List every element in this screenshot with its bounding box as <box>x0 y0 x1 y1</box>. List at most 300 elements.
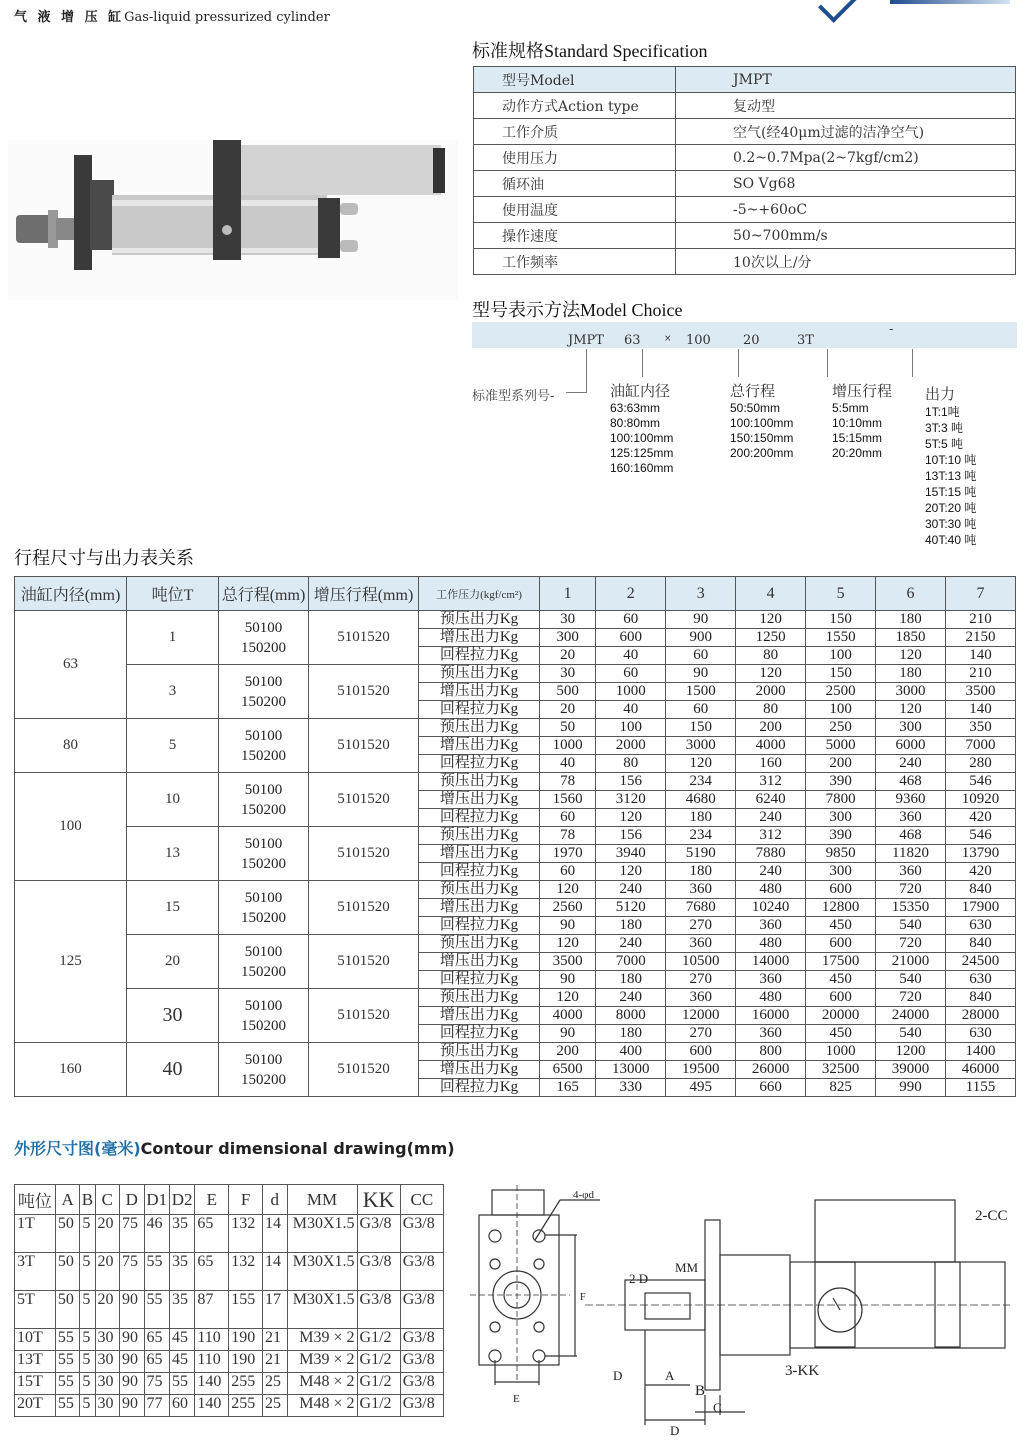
force-value: 20 <box>540 647 596 665</box>
dim-row <box>15 1291 444 1329</box>
boost-column <box>832 380 892 461</box>
force-value: 360 <box>876 863 946 881</box>
force-value: 120 <box>596 809 666 827</box>
force-value: 21000 <box>876 953 946 971</box>
column-header: 增压行程(mm) <box>309 577 419 611</box>
force-value: 720 <box>876 881 946 899</box>
series-label: 标准型系列号- <box>472 389 555 404</box>
table-row <box>15 665 1016 683</box>
force-value: 3500 <box>946 683 1016 701</box>
force-type-label: 预压出力Kg <box>419 1043 540 1061</box>
connector-line <box>642 349 643 377</box>
stroke-cell <box>219 1043 309 1097</box>
connector-line <box>738 349 739 377</box>
label-F: F <box>580 1292 586 1303</box>
dim-cell: G1/2 <box>357 1351 400 1373</box>
dim-header: A <box>55 1185 80 1215</box>
force-option: 3T:3 吨 <box>925 421 964 435</box>
force-value: 150 <box>806 611 876 629</box>
force-value: 6500 <box>540 1061 596 1079</box>
spec-row <box>474 67 1016 93</box>
ton-cell: 1 <box>127 611 219 665</box>
stroke-cell <box>219 827 309 881</box>
force-value: 7000 <box>946 737 1016 755</box>
force-value: 7680 <box>666 899 736 917</box>
force-value: 630 <box>946 1025 1016 1043</box>
force-value: 180 <box>666 809 736 827</box>
dim-row <box>15 1215 444 1253</box>
force-value: 330 <box>596 1079 666 1097</box>
spec-value: 10次以上/分 <box>676 249 1016 275</box>
force-option: 1T:1吨 <box>925 405 960 419</box>
table-row <box>15 827 1016 845</box>
force-value: 60 <box>666 647 736 665</box>
force-value: 350 <box>946 719 1016 737</box>
force-value: 210 <box>946 665 1016 683</box>
force-value: 240 <box>736 809 806 827</box>
spec-value: 空气(经40μm过滤的洁净空气) <box>676 119 1016 145</box>
force-value: 17500 <box>806 953 876 971</box>
model-code-band <box>472 322 1017 348</box>
connector-line <box>912 349 913 377</box>
stroke-line: 150200 <box>241 1071 286 1088</box>
dim-cell: 90 <box>120 1291 145 1329</box>
dim-cell: G3/8 <box>400 1395 443 1417</box>
force-value: 270 <box>666 917 736 935</box>
force-value: 13000 <box>596 1061 666 1079</box>
force-type-label: 增压出力Kg <box>419 683 540 701</box>
stroke-line: 50100 <box>244 781 283 798</box>
model-choice-title: 型号表示方法Model Choice <box>472 300 683 320</box>
code-dash: - <box>889 322 894 337</box>
dim-cell: 21 <box>263 1329 288 1351</box>
dim-cell: 13T <box>15 1351 56 1373</box>
dim-cell: 5 <box>80 1215 95 1253</box>
dim-cell: 75 <box>144 1373 169 1395</box>
force-value: 240 <box>596 881 666 899</box>
dim-cell: M39 × 2 <box>287 1329 357 1351</box>
force-table <box>14 576 1016 1097</box>
force-value: 60 <box>596 611 666 629</box>
force-value: 20 <box>540 701 596 719</box>
force-value: 600 <box>806 989 876 1007</box>
force-value: 150 <box>806 665 876 683</box>
force-value: 4680 <box>666 791 736 809</box>
force-value: 630 <box>946 917 1016 935</box>
force-value: 300 <box>540 629 596 647</box>
bore-option: 63:63mm <box>610 401 661 415</box>
force-value: 500 <box>540 683 596 701</box>
spec-row <box>474 119 1016 145</box>
boost-cell: 5101520 <box>309 665 419 719</box>
force-type-label: 预压出力Kg <box>419 611 540 629</box>
dim-cell: G3/8 <box>400 1373 443 1395</box>
force-value: 468 <box>876 773 946 791</box>
force-value: 7800 <box>806 791 876 809</box>
dim-header: D <box>120 1185 145 1215</box>
force-type-label: 回程拉力Kg <box>419 809 540 827</box>
spec-row <box>474 249 1016 275</box>
force-value: 600 <box>806 935 876 953</box>
force-type-label: 增压出力Kg <box>419 1061 540 1079</box>
dim-cell: 75 <box>120 1253 145 1291</box>
column-header: 7 <box>946 577 1016 611</box>
bore-option: 125:125mm <box>610 446 674 460</box>
force-type-label: 增压出力Kg <box>419 737 540 755</box>
contour-title-en: Contour dimensional drawing(mm) <box>140 1139 455 1158</box>
force-value: 14000 <box>736 953 806 971</box>
stroke-line: 50100 <box>244 997 283 1014</box>
dim-cell: 50 <box>55 1215 80 1253</box>
force-value: 19500 <box>666 1061 736 1079</box>
dim-header: F <box>229 1185 263 1215</box>
stroke-line: 50100 <box>244 619 283 636</box>
force-value: 480 <box>736 935 806 953</box>
force-value: 840 <box>946 935 1016 953</box>
force-head: 出力 <box>925 385 956 403</box>
dim-cell: 1T <box>15 1215 56 1253</box>
force-value: 20000 <box>806 1007 876 1025</box>
force-value: 390 <box>806 773 876 791</box>
dim-cell: G3/8 <box>357 1215 400 1253</box>
spec-row <box>474 223 1016 249</box>
force-value: 360 <box>736 1025 806 1043</box>
dim-cell: M48 × 2 <box>287 1395 357 1417</box>
force-value: 540 <box>876 971 946 989</box>
dimension-table <box>14 1184 444 1417</box>
force-value: 120 <box>666 755 736 773</box>
stroke-line: 150200 <box>241 693 286 710</box>
spec-title: 标准规格Standard Specification <box>472 41 708 61</box>
force-value: 120 <box>596 863 666 881</box>
spec-row <box>474 93 1016 119</box>
side-view-air-cylinder <box>815 1200 955 1262</box>
force-table-title: 行程尺寸与出力表关系 <box>14 548 194 568</box>
force-value: 180 <box>596 1025 666 1043</box>
dim-cell: 46 <box>144 1215 169 1253</box>
dim-cell: 50 <box>55 1253 80 1291</box>
force-value: 250 <box>806 719 876 737</box>
force-value: 10500 <box>666 953 736 971</box>
force-value: 480 <box>736 989 806 1007</box>
dim-cell: 132 <box>229 1253 263 1291</box>
dim-cell: 20 <box>95 1215 120 1253</box>
bore-cell: 160 <box>15 1043 127 1097</box>
contour-title-cn: 外形尺寸图(毫米) <box>14 1139 141 1158</box>
force-value: 7880 <box>736 845 806 863</box>
dim-cell: 45 <box>169 1351 194 1373</box>
force-value: 450 <box>806 1025 876 1043</box>
bore-cell: 100 <box>15 773 127 881</box>
stroke-line: 150200 <box>241 639 286 656</box>
force-value: 1250 <box>736 629 806 647</box>
boost-cell: 5101520 <box>309 773 419 827</box>
force-value: 30 <box>540 665 596 683</box>
force-type-label: 预压出力Kg <box>419 935 540 953</box>
dim-header: B <box>80 1185 95 1215</box>
force-type-label: 增压出力Kg <box>419 899 540 917</box>
label-CC: 2-CC <box>975 1208 1008 1224</box>
dim-cell: 60 <box>169 1395 194 1417</box>
ton-cell: 30 <box>127 989 219 1043</box>
force-value: 200 <box>540 1043 596 1061</box>
force-value: 360 <box>666 881 736 899</box>
force-value: 840 <box>946 881 1016 899</box>
force-value: 840 <box>946 989 1016 1007</box>
force-value: 17900 <box>946 899 1016 917</box>
force-value: 40 <box>540 755 596 773</box>
dim-cell: 50 <box>55 1291 80 1329</box>
stroke-cell <box>219 989 309 1043</box>
label-A: A <box>665 1368 675 1383</box>
force-value: 46000 <box>946 1061 1016 1079</box>
table-row <box>15 719 1016 737</box>
dim-cell: M30X1.5 <box>287 1215 357 1253</box>
stroke-line: 50100 <box>244 835 283 852</box>
force-value: 3000 <box>876 683 946 701</box>
force-value: 420 <box>946 809 1016 827</box>
force-value: 495 <box>666 1079 736 1097</box>
dim-cell: M39 × 2 <box>287 1351 357 1373</box>
stroke-line: 50100 <box>244 1051 283 1068</box>
code-force: 3T <box>797 333 814 348</box>
force-value: 26000 <box>736 1061 806 1079</box>
dim-cell: G3/8 <box>400 1329 443 1351</box>
force-value: 78 <box>540 773 596 791</box>
force-value: 240 <box>596 935 666 953</box>
force-value: 100 <box>596 719 666 737</box>
label-holes: 4-φd <box>573 1189 595 1201</box>
dim-cell: 255 <box>229 1373 263 1395</box>
column-header: 6 <box>876 577 946 611</box>
dim-cell: G1/2 <box>357 1373 400 1395</box>
column-header: 吨位T <box>127 577 219 611</box>
ton-cell: 5 <box>127 719 219 773</box>
bore-option: 80:80mm <box>610 416 661 430</box>
stroke-option: 150:150mm <box>730 431 794 445</box>
spec-key: 工作频率 <box>474 249 676 275</box>
stroke-line: 50100 <box>244 673 283 690</box>
dim-cell: 140 <box>195 1373 229 1395</box>
force-value: 1560 <box>540 791 596 809</box>
code-boost: 20 <box>743 333 760 348</box>
dim-cell: 190 <box>229 1351 263 1373</box>
force-type-label: 预压出力Kg <box>419 773 540 791</box>
force-value: 15350 <box>876 899 946 917</box>
stroke-line: 150200 <box>241 1017 286 1034</box>
force-type-label: 预压出力Kg <box>419 719 540 737</box>
dim-cell: 110 <box>195 1329 229 1351</box>
dim-header: CC <box>400 1185 443 1215</box>
stroke-cell <box>219 935 309 989</box>
force-column <box>925 383 976 548</box>
dim-cell: 35 <box>169 1215 194 1253</box>
dim-row <box>15 1253 444 1291</box>
force-value: 24000 <box>876 1007 946 1025</box>
force-type-label: 回程拉力Kg <box>419 647 540 665</box>
force-type-label: 预压出力Kg <box>419 827 540 845</box>
force-value: 990 <box>876 1079 946 1097</box>
table-row <box>15 935 1016 953</box>
boost-cell: 5101520 <box>309 719 419 773</box>
force-value: 660 <box>736 1079 806 1097</box>
force-value: 39000 <box>876 1061 946 1079</box>
dim-cell: 5 <box>80 1351 95 1373</box>
dim-cell: 65 <box>195 1215 229 1253</box>
force-value: 2000 <box>736 683 806 701</box>
dim-cell: 25 <box>263 1373 288 1395</box>
force-value: 11820 <box>876 845 946 863</box>
force-value: 9360 <box>876 791 946 809</box>
dim-cell: 255 <box>229 1395 263 1417</box>
force-value: 1970 <box>540 845 596 863</box>
force-option: 20T:20 吨 <box>925 501 977 515</box>
force-value: 8000 <box>596 1007 666 1025</box>
dim-cell: 55 <box>55 1373 80 1395</box>
dim-cell: 14 <box>263 1215 288 1253</box>
force-value: 630 <box>946 971 1016 989</box>
dim-cell: G3/8 <box>400 1351 443 1373</box>
dim-cell: 55 <box>55 1351 80 1373</box>
spec-key: 使用温度 <box>474 197 676 223</box>
force-value: 546 <box>946 773 1016 791</box>
bore-cell: 63 <box>15 611 127 719</box>
stroke-cell <box>219 665 309 719</box>
mount-flange <box>74 155 92 270</box>
dim-header: C <box>95 1185 120 1215</box>
stroke-cell <box>219 881 309 935</box>
dim-cell: 30 <box>95 1373 120 1395</box>
spec-key: 型号Model <box>474 67 676 93</box>
force-value: 6000 <box>876 737 946 755</box>
boost-cell: 5101520 <box>309 989 419 1043</box>
label-2D: 2 D <box>629 1271 649 1286</box>
dim-cell: 87 <box>195 1291 229 1329</box>
dim-cell: 132 <box>229 1215 263 1253</box>
force-value: 80 <box>596 755 666 773</box>
force-value: 180 <box>876 665 946 683</box>
boost-cell: 5101520 <box>309 827 419 881</box>
stroke-cell <box>219 773 309 827</box>
document-title <box>14 6 330 25</box>
stroke-line: 50100 <box>244 727 283 744</box>
bore-head: 油缸内径 <box>610 382 671 400</box>
force-value: 312 <box>736 827 806 845</box>
spec-row <box>474 171 1016 197</box>
label-D: D <box>670 1423 680 1438</box>
ton-cell: 3 <box>127 665 219 719</box>
ton-cell: 20 <box>127 935 219 989</box>
title-cn: 气 液 增 压 缸 <box>14 10 125 25</box>
dim-cell: 20 <box>95 1253 120 1291</box>
force-value: 200 <box>806 755 876 773</box>
spec-table <box>473 66 1016 275</box>
force-value: 4000 <box>736 737 806 755</box>
bore-option: 100:100mm <box>610 431 674 445</box>
ton-cell: 10 <box>127 773 219 827</box>
dim-cell: 20 <box>95 1291 120 1329</box>
table-row <box>15 989 1016 1007</box>
label-MM: MM <box>675 1260 699 1275</box>
stroke-line: 50100 <box>244 889 283 906</box>
force-type-label: 增压出力Kg <box>419 791 540 809</box>
force-value: 5000 <box>806 737 876 755</box>
dim-cell: 5 <box>80 1253 95 1291</box>
force-option: 30T:30 吨 <box>925 517 977 531</box>
force-type-label: 回程拉力Kg <box>419 1025 540 1043</box>
force-value: 90 <box>540 971 596 989</box>
dim-cell: 15T <box>15 1373 56 1395</box>
bore-cell: 125 <box>15 881 127 1043</box>
column-header: 工作压力(kgf/cm²) <box>419 577 540 611</box>
dim-row <box>15 1351 444 1373</box>
spec-key: 操作速度 <box>474 223 676 249</box>
force-value: 600 <box>596 629 666 647</box>
dim-row <box>15 1395 444 1417</box>
force-value: 1500 <box>666 683 736 701</box>
force-value: 78 <box>540 827 596 845</box>
force-value: 540 <box>876 917 946 935</box>
force-value: 90 <box>666 665 736 683</box>
dim-cell: G3/8 <box>400 1291 443 1329</box>
force-value: 150 <box>666 719 736 737</box>
force-value: 270 <box>666 1025 736 1043</box>
stroke-line: 150200 <box>241 909 286 926</box>
boost-head: 增压行程 <box>832 382 893 400</box>
table-row <box>15 881 1016 899</box>
spec-row <box>474 197 1016 223</box>
dim-cell: 45 <box>169 1329 194 1351</box>
dim-cell: 5 <box>80 1373 95 1395</box>
force-value: 156 <box>596 773 666 791</box>
boost-option: 5:5mm <box>832 401 869 415</box>
force-value: 420 <box>946 863 1016 881</box>
dim-cell: 5 <box>80 1329 95 1351</box>
spec-value: 复动型 <box>676 93 1016 119</box>
dim-cell: 25 <box>263 1395 288 1417</box>
stroke-cell <box>219 719 309 773</box>
force-value: 140 <box>946 701 1016 719</box>
force-type-label: 回程拉力Kg <box>419 863 540 881</box>
force-value: 120 <box>540 881 596 899</box>
dim-header: d <box>263 1185 288 1215</box>
force-value: 360 <box>666 935 736 953</box>
dim-cell: 55 <box>169 1373 194 1395</box>
dim-header: 吨位 <box>15 1185 56 1215</box>
dim-header: MM <box>287 1185 357 1215</box>
table-row <box>15 773 1016 791</box>
force-value: 3500 <box>540 953 596 971</box>
force-value: 10240 <box>736 899 806 917</box>
force-value: 165 <box>540 1079 596 1097</box>
force-type-label: 预压出力Kg <box>419 989 540 1007</box>
dim-cell: 65 <box>144 1351 169 1373</box>
force-value: 90 <box>540 917 596 935</box>
force-type-label: 回程拉力Kg <box>419 971 540 989</box>
force-value: 30 <box>540 611 596 629</box>
product-photo <box>8 140 458 300</box>
front-view-boss <box>492 1190 544 1215</box>
dim-cell: 55 <box>144 1253 169 1291</box>
bore-column <box>610 380 673 476</box>
code-x: × <box>664 334 672 344</box>
spec-key: 使用压力 <box>474 145 676 171</box>
dim-cell: 75 <box>120 1215 145 1253</box>
logo-bar <box>890 0 1010 4</box>
dim-header: E <box>195 1185 229 1215</box>
force-value: 100 <box>806 647 876 665</box>
force-value: 10920 <box>946 791 1016 809</box>
